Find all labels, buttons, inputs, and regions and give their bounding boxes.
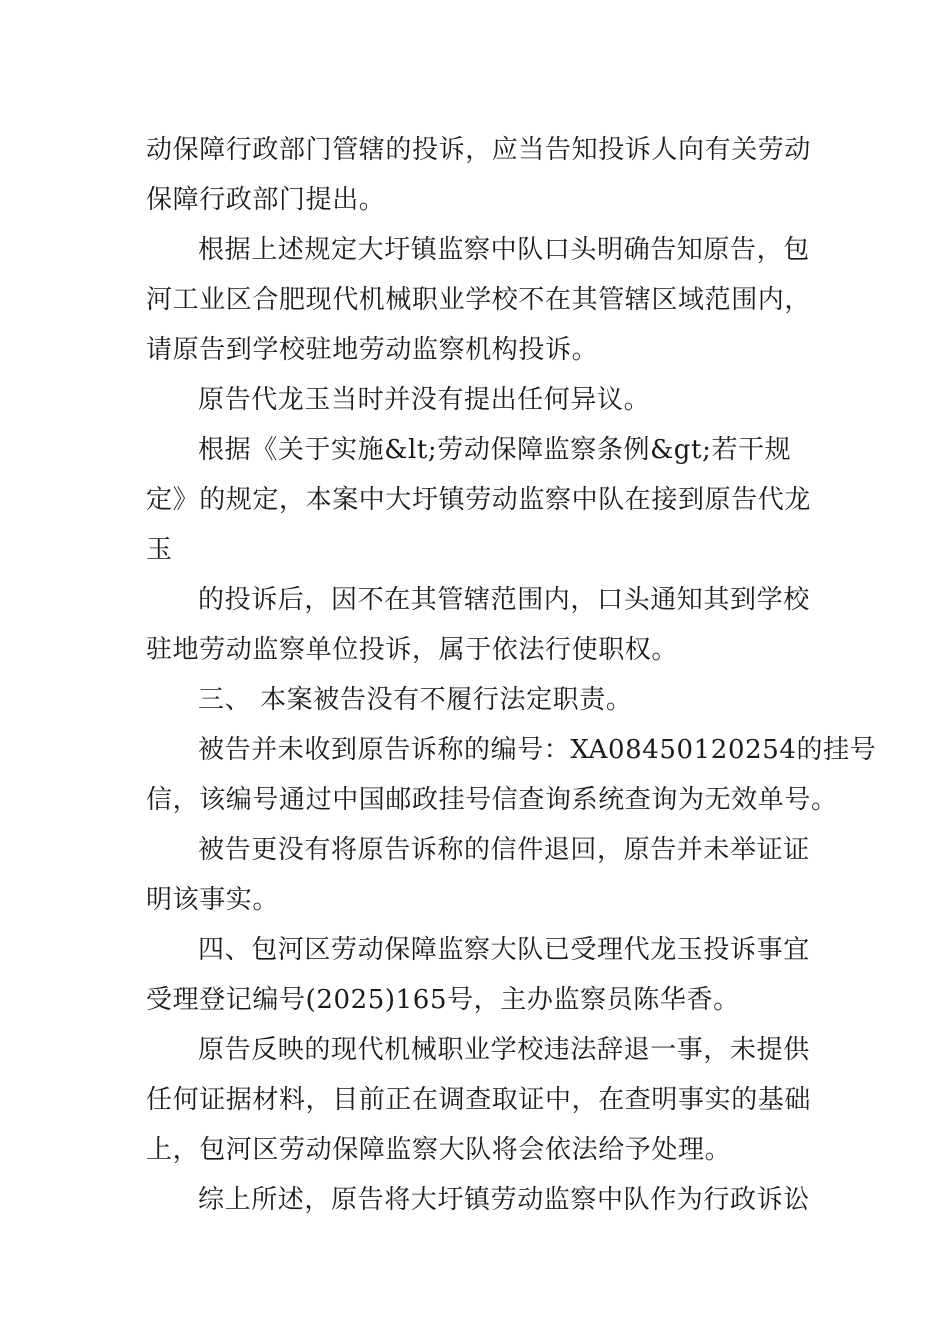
text-line: 上，包河区劳动保障监察大队将会依法给予处理。 [146,1135,732,1165]
paragraph-start: 被告并未收到原告诉称的编号：XA08450120254的挂号 [198,735,877,765]
text-line: 玉 [146,535,173,565]
paragraph-start: 根据《关于实施&lt;劳动保障监察条例&gt;若干规 [198,435,792,465]
paragraph-start: 被告更没有将原告诉称的信件退回，原告并未举证证 [198,835,810,865]
text-line: 任何证据材料，目前正在调查取证中，在查明事实的基础 [146,1085,812,1115]
text-line: 受理登记编号(2025)165号，主办监察员陈华香。 [146,985,740,1015]
section-heading: 三、 本案被告没有不履行法定职责。 [198,685,633,715]
paragraph-start: 原告代龙玉当时并没有提出任何异议。 [198,385,651,415]
text-line: 河工业区合肥现代机械职业学校不在其管辖区域范围内， [146,285,812,315]
text-line: 定》的规定，本案中大圩镇劳动监察中队在接到原告代龙 [146,485,812,515]
text-line: 请原告到学校驻地劳动监察机构投诉。 [146,335,599,365]
paragraph-start: 原告反映的现代机械职业学校违法辞退一事，未提供 [198,1035,810,1065]
text-line: 信，该编号通过中国邮政挂号信查询系统查询为无效单号。 [146,785,838,815]
paragraph-start: 综上所述，原告将大圩镇劳动监察中队作为行政诉讼 [198,1185,810,1215]
paragraph-start: 根据上述规定大圩镇监察中队口头明确告知原告，包 [198,235,810,265]
text-line: 动保障行政部门管辖的投诉，应当告知投诉人向有关劳动 [146,135,812,165]
paragraph-start: 的投诉后，因不在其管辖范围内，口头通知其到学校 [198,585,810,615]
text-line: 驻地劳动监察单位投诉，属于依法行使职权。 [146,635,679,665]
text-line: 明该事实。 [146,885,280,915]
section-heading: 四、包河区劳动保障监察大队已受理代龙玉投诉事宜 [198,935,810,965]
text-line: 保障行政部门提出。 [146,185,386,215]
